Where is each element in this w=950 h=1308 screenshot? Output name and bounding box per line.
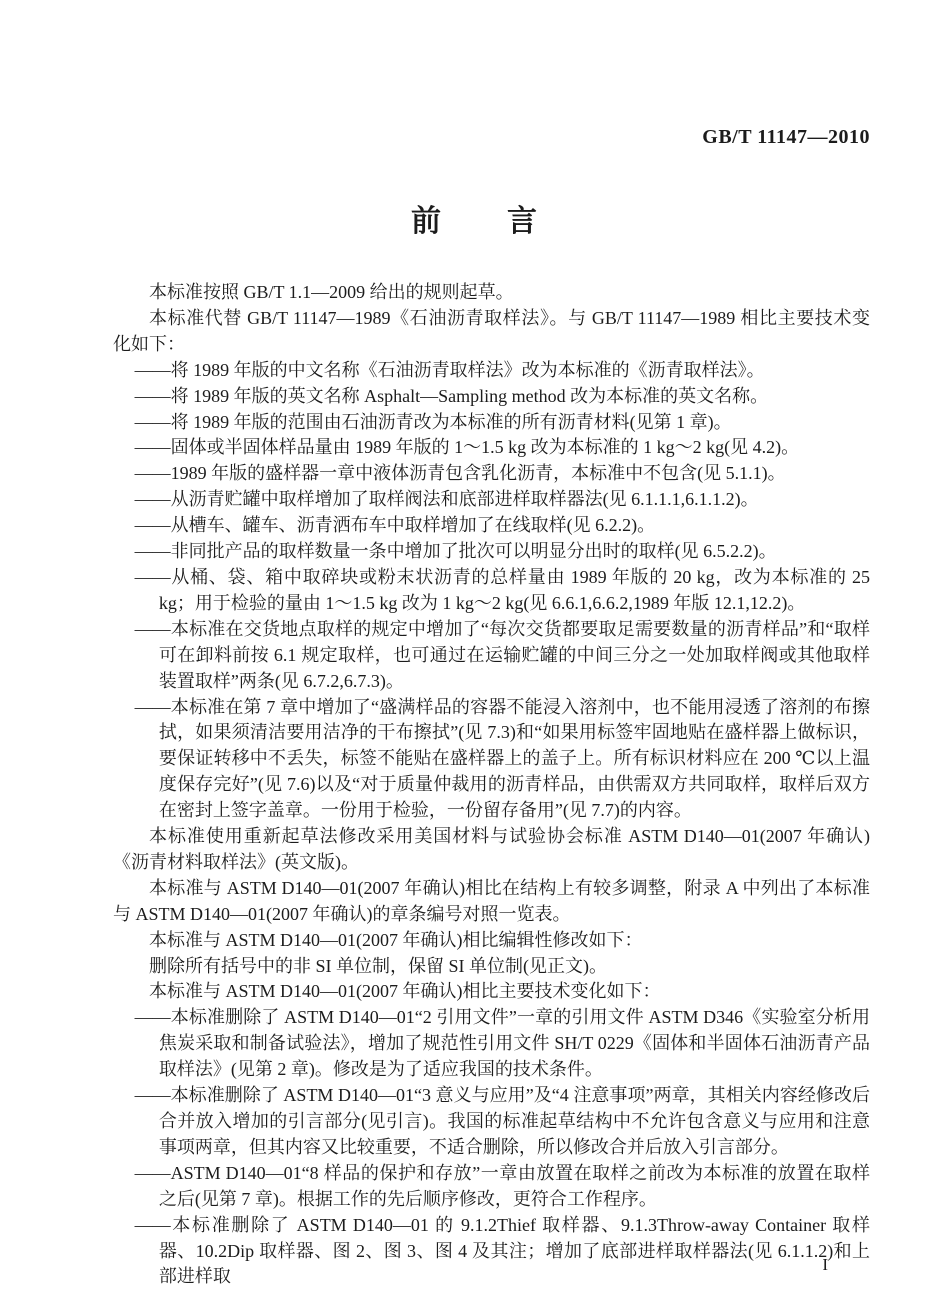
page-number: I — [822, 1255, 828, 1274]
change-list-item: ——固体或半固体样品量由 1989 年版的 1～1.5 kg 改为本标准的 1 kg～2 kg(见 4.2)。 — [134, 437, 800, 458]
change-list-item: ——从槽车、罐车、沥青洒布车中取样增加了在线取样(见 6.2.2)。 — [134, 515, 656, 536]
standard-code: GB/T 11147—2010 — [702, 126, 870, 148]
paragraph: 本标准与 ASTM D140—01(2007 年确认)相比编辑性修改如下： — [149, 929, 643, 950]
paragraph: 删除所有括号中的非 SI 单位制，保留 SI 单位制(见正文)。 — [149, 955, 607, 976]
paragraph: 本标准使用重新起草法修改采用美国材料与试验协会标准 ASTM D140—01(2007 年确认)《沥青材料取样法》(英文版)。 — [113, 826, 870, 872]
page-title: 前 言 — [411, 205, 539, 238]
change-list-item: ——非同批产品的取样数量一条中增加了批次可以明显分出时的取样(见 6.5.2.2)。 — [134, 541, 777, 562]
change-list-item: ——将 1989 年版的范围由石油沥青改为本标准的所有沥青材料(见第 1 章)。 — [134, 411, 732, 432]
change-list-item: ——将 1989 年版的英文名称 Asphalt—Sampling method 改为本标准的英文名称。 — [134, 385, 769, 406]
change-list-item: ——本标准删除了 ASTM D140—01“2 引用文件”一章的引用文件 ASTM D346《实验室分析用焦炭采取和制备试验法》，增加了规范性引用文件 SH/T 0229《固体和半固体石油沥青产品取样法》(见第 2 章)。修改是为了适应我国的技术条件。 — [134, 1007, 870, 1080]
change-list-item: ——从桶、袋、箱中取碎块或粉末状沥青的总样量由 1989 年版的 20 kg，改为本标准的 25 kg；用于检验的量由 1～1.5 kg 改为 1 kg～2 kg(见 6.6.1,6.6.2,1989 年版 12.1,12.2)。 — [134, 566, 870, 613]
paragraph: 本标准代替 GB/T 11147—1989《石油沥青取样法》。与 GB/T 11147—1989 相比主要技术变化如下： — [113, 307, 870, 354]
change-list-item: ——ASTM D140—01“8 样品的保护和存放”一章由放置在取样之前改为本标准的放置在取样之后(见第 7 章)。根据工作的先后顺序修改，更符合工作程序。 — [134, 1162, 870, 1209]
change-list-item: ——本标准删除了 ASTM D140—01“3 意义与应用”及“4 注意事项”两章，其相关内容经修改后合并放入增加的引言部分(见引言)。我国的标准起草结构中不允许包含意义与应用和注意事项两章，但其内容又比较重要，不适合删除，所以修改合并后放入引言部分。 — [134, 1085, 870, 1157]
change-list-item: ——1989 年版的盛样器一章中液体沥青包含乳化沥青，本标准中不包含(见 5.1.1)。 — [134, 463, 786, 484]
change-list-item: ——本标准在交货地点取样的规定中增加了“每次交货都要取足需要数量的沥青样品”和“取样可在卸料前按 6.1 规定取样，也可通过在运输贮罐的中间三分之一处加取样阀或其他取样装置取样”两条(见 6.7.2,6.7.3)。 — [134, 618, 870, 691]
paragraph: 本标准按照 GB/T 1.1—2009 给出的规则起草。 — [149, 282, 514, 302]
change-list-item: ——将 1989 年版的中文名称《石油沥青取样法》改为本标准的《沥青取样法》。 — [134, 359, 765, 380]
paragraph: 本标准与 ASTM D140—01(2007 年确认)相比主要技术变化如下： — [149, 981, 661, 1002]
change-list-item: ——本标准在第 7 章中增加了“盛满样品的容器不能浸入溶剂中，也不能用浸透了溶剂的布擦拭，如果须清洁要用洁净的干布擦拭”(见 7.3)和“如果用标签牢固地贴在盛样器上做标识，要保证转移中不丢失，标签不能贴在盛样器上的盖子上。所有标识材料应在 200 ℃以上温度保存完好”(见 7.6)以及“对于质量仲裁用的沥青样品，由供需双方共同取样，取样后双方在密封上签字盖章。一份用于检验，一份留存备用”(见 7.7)的内容。 — [134, 696, 870, 821]
foreword-body — [113, 280, 870, 1290]
change-list-item: ——从沥青贮罐中取样增加了取样阀法和底部进样取样器法(见 6.1.1.1,6.1.1.2)。 — [134, 489, 759, 510]
change-list-item: ——本标准删除了 ASTM D140—01 的 9.1.2Thief 取样器、9.1.3Throw-away Container 取样器、10.2Dip 取样器、图 2、图 3、图 4 及其注；增加了底部进样取样器法(见 6.1.1.2)和上部进样取 — [134, 1214, 870, 1287]
paragraph: 本标准与 ASTM D140—01(2007 年确认)相比在结构上有较多调整，附录 A 中列出了本标准与 ASTM D140—01(2007 年确认)的章条编号对照一览表。 — [113, 877, 870, 924]
